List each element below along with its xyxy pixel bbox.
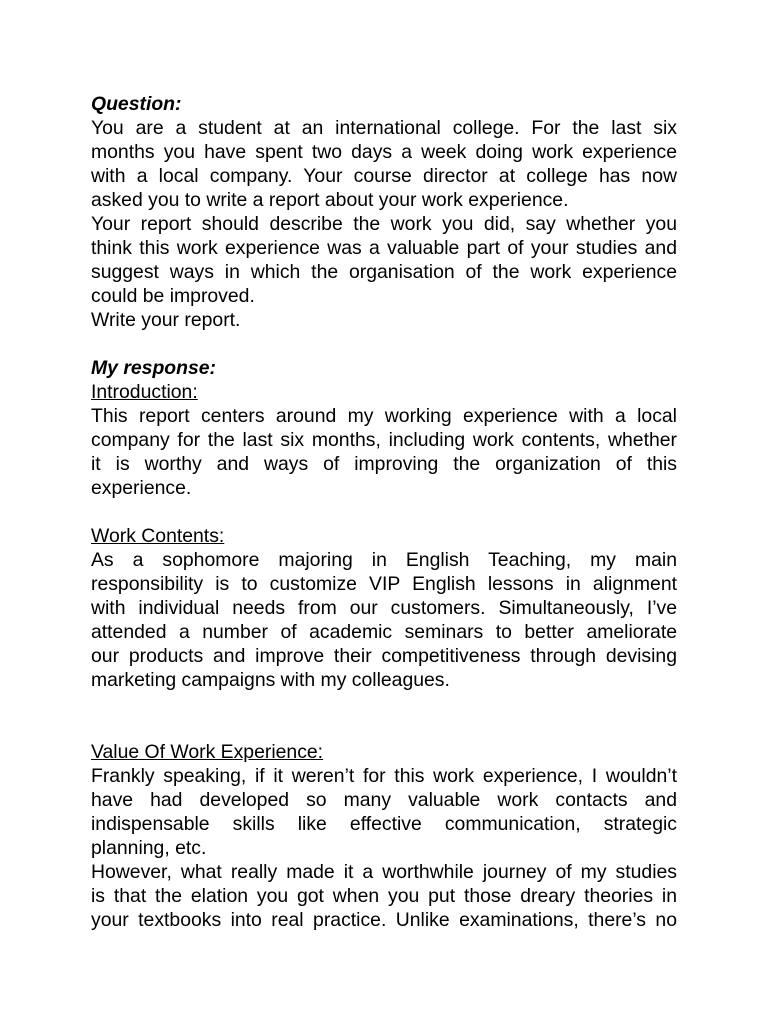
text-line: Your report should describe the work you did, say whether you (91, 213, 677, 235)
text-line: However, what really made it a worthwhile journey of my studies (91, 861, 677, 883)
text-line: have had developed so many valuable work contacts and (91, 789, 677, 811)
work-contents-heading: Work Contents: (91, 525, 225, 547)
text-line: marketing campaigns with my colleagues. (91, 669, 450, 691)
text-line: company for the last six months, including work contents, whether (91, 429, 677, 451)
spacer (91, 692, 677, 716)
text-line: You are a student at an international college. For the last six (91, 117, 677, 139)
spacer (91, 500, 677, 524)
text-line: responsibility is to customize VIP English lessons in alignment (91, 573, 677, 595)
text-line: could be improved. (91, 285, 255, 307)
text-line: suggest ways in which the organisation of the work experience (91, 261, 677, 283)
text-line: think this work experience was a valuable part of your studies and (91, 237, 677, 259)
text-line: experience. (91, 477, 192, 499)
text-line: indispensable skills like effective communication, strategic (91, 813, 677, 835)
text-line: our products and improve their competitiveness through devising (91, 645, 677, 667)
value-heading: Value Of Work Experience: (91, 741, 324, 763)
spacer (91, 332, 677, 356)
text-line: with a local company. Your course director at college has now (91, 165, 677, 187)
text-line: with individual needs from our customers. Simultaneously, I’ve (91, 597, 677, 619)
work-contents-paragraph (91, 548, 677, 692)
text-line: attended a number of academic seminars to better ameliorate (91, 621, 677, 643)
text-line: is that the elation you got when you put those dreary theories in (91, 885, 677, 907)
value-paragraph-2 (91, 860, 677, 932)
value-paragraph-1 (91, 764, 677, 860)
document-page (91, 92, 677, 932)
text-line: This report centers around my working experience with a local (91, 405, 677, 427)
text-line: it is worthy and ways of improving the organization of this (91, 453, 677, 475)
question-paragraph-1 (91, 116, 677, 212)
text-line: asked you to write a report about your work experience. (91, 189, 569, 211)
spacer (91, 716, 677, 740)
question-paragraph-2 (91, 212, 677, 308)
text-line: your textbooks into real practice. Unlike examinations, there’s no (91, 909, 677, 931)
question-heading: Question: (91, 93, 182, 115)
text-line: Frankly speaking, if it weren’t for this work experience, I wouldn’t (91, 765, 677, 787)
introduction-paragraph (91, 404, 677, 500)
introduction-heading: Introduction: (91, 381, 198, 403)
question-paragraph-3: Write your report. (91, 309, 241, 331)
text-line: As a sophomore majoring in English Teaching, my main (91, 549, 677, 571)
text-line: planning, etc. (91, 837, 207, 859)
text-line: months you have spent two days a week doing work experience (91, 141, 677, 163)
response-heading: My response: (91, 357, 216, 379)
